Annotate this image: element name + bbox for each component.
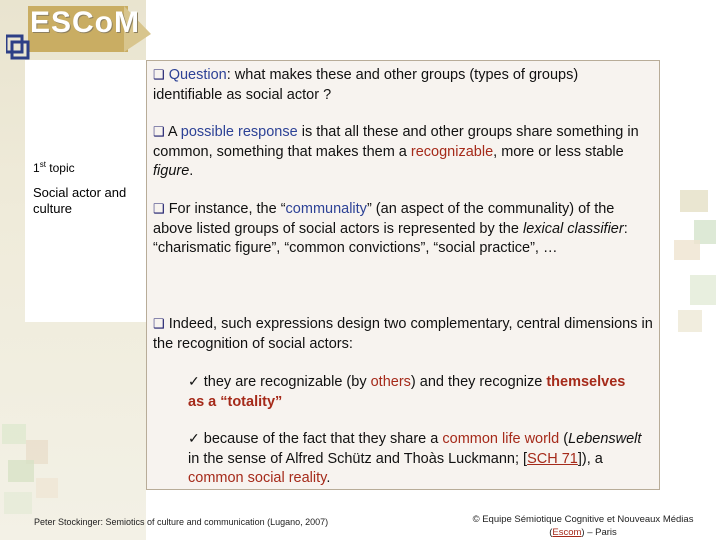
checkbox-bullet-icon: ❑ [153,201,165,216]
checkbox-bullet-icon: ❑ [153,316,165,331]
escom-link[interactable]: Escom [552,527,582,538]
topic-label: 1st topic [33,160,75,175]
paragraph-instance: ❑ For instance, the “communality” (an aspect of the communality) of the above listed groups of social actors is represented by the lexical classifier: “charismatic figure”, “common convictions”, “social practice”, … [153,201,628,256]
check-item-recognizable: ✓ they are recognizable (by others) and they recognize themselves as a “totality” [188,373,626,410]
sch71-link[interactable]: SCH 71 [527,450,578,467]
themselves-totality-text: themselves as a “totality” [188,374,626,410]
checkbox-bullet-icon: ❑ [153,124,165,139]
decorative-collage-right [660,180,720,380]
footer-copyright: © Equipe Sémiotique Cognitive et Nouveaux Médias (Escom) – Paris [472,514,694,538]
paragraph-response: ❑ A possible response is that all these and other groups share something in common, something that makes them a recognizable, more or less stable figure. [153,124,639,179]
check-item-life-world: ✓ because of the fact that they share a common life world (Lebenswelt in the sense of Alfred Schütz and Thoàs Luckmann; [SCH 71]), a common social reality. [188,430,642,486]
decorative-collage-left [0,420,70,520]
checkmark-icon: ✓ [188,430,200,446]
checkbox-bullet-icon: ❑ [153,67,165,82]
checkmark-icon: ✓ [188,373,200,389]
paragraph-question: ❑ Question: what makes these and other groups (types of groups) identifiable as social actor ? [153,67,579,103]
paragraph-dimensions: ❑ Indeed, such expressions design two complementary, central dimensions in the recognition of social actors: [153,316,653,352]
footer-author: Peter Stockinger: Semiotics of culture and communication (Lugano, 2007) [34,517,329,527]
section-title: Social actor and culture [33,185,127,216]
logo-text: ESCoM [30,6,140,39]
